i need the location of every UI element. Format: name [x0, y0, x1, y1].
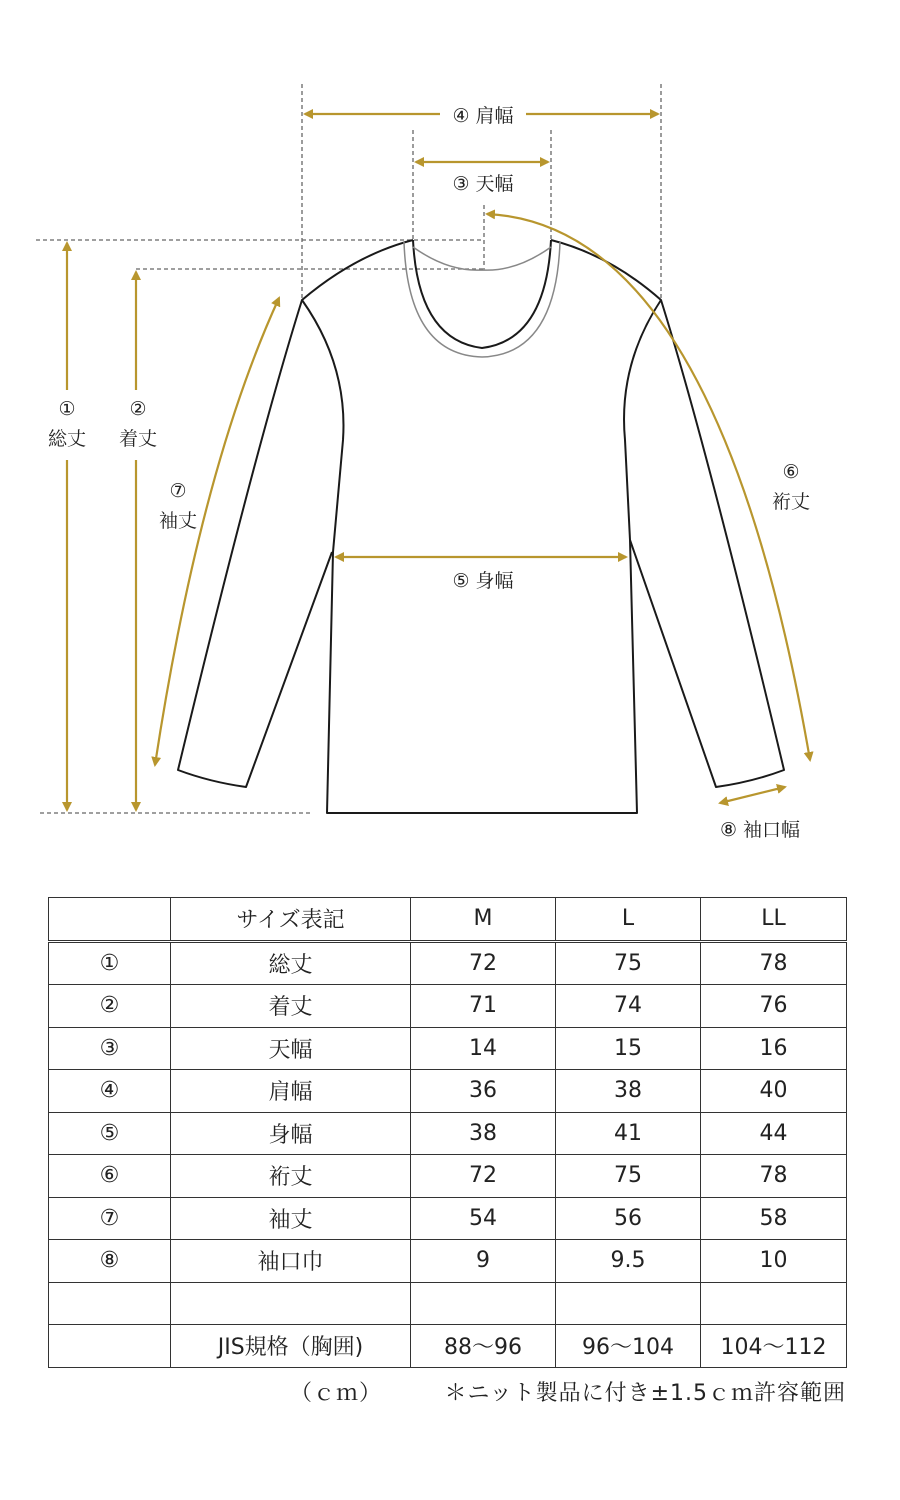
- table-cell: ④: [49, 1070, 171, 1113]
- table-cell: 着丈: [171, 985, 411, 1028]
- table-row: [49, 985, 847, 1028]
- size-table: [48, 897, 847, 1368]
- table-cell: 袖丈: [171, 1197, 411, 1240]
- table-row: [49, 1240, 847, 1283]
- table-cell: 96〜104: [556, 1325, 701, 1368]
- label-sleeve-length-name: 袖丈: [158, 510, 198, 532]
- table-cell: ③: [49, 1027, 171, 1070]
- table-cell: 58: [701, 1197, 847, 1240]
- table-row: [49, 1070, 847, 1113]
- label-sleeve-from-neck-num: ⑥: [782, 461, 800, 483]
- table-header-cell: [49, 898, 171, 942]
- table-cell: 15: [556, 1027, 701, 1070]
- unit-note: （ｃｍ）: [290, 1381, 383, 1406]
- table-cell: ⑦: [49, 1197, 171, 1240]
- table-cell: 14: [411, 1027, 556, 1070]
- table-cell: 41: [556, 1112, 701, 1155]
- table-row: [49, 1112, 847, 1155]
- table-cell: 40: [701, 1070, 847, 1113]
- table-cell: ⑧: [49, 1240, 171, 1283]
- table-cell: ⑤: [49, 1112, 171, 1155]
- table-cell: 9: [411, 1240, 556, 1283]
- table-cell: 104〜112: [701, 1325, 847, 1368]
- label-neck-width: ③ 天幅: [452, 173, 514, 195]
- table-cell: 総丈: [171, 941, 411, 985]
- table-cell: 38: [556, 1070, 701, 1113]
- table-header-cell: サイズ表記: [171, 898, 411, 942]
- label-total-length-num: ①: [58, 398, 76, 420]
- table-cell: 72: [411, 941, 556, 985]
- table-cell: ⑥: [49, 1155, 171, 1198]
- table-cell: 78: [701, 941, 847, 985]
- neck-inner-line: [404, 242, 560, 357]
- table-cell: 9.5: [556, 1240, 701, 1283]
- label-chest-width: ⑤ 身幅: [452, 570, 514, 592]
- table-cell: 72: [411, 1155, 556, 1198]
- table-cell: [49, 1325, 171, 1368]
- table-header-cell: L: [556, 898, 701, 942]
- table-row: [49, 1282, 847, 1325]
- label-sleeve-length-num: ⑦: [169, 480, 187, 502]
- label-cuff-width: ⑧ 袖口幅: [719, 819, 801, 841]
- label-shoulder-width: ④ 肩幅: [452, 105, 514, 127]
- table-cell: 裄丈: [171, 1155, 411, 1198]
- table-cell: 74: [556, 985, 701, 1028]
- label-sleeve-from-neck-name: 裄丈: [771, 491, 811, 513]
- table-cell: 75: [556, 941, 701, 985]
- table-cell: JIS規格（胸囲): [171, 1325, 411, 1368]
- table-cell: 肩幅: [171, 1070, 411, 1113]
- table-cell: 16: [701, 1027, 847, 1070]
- table-cell: [556, 1282, 701, 1325]
- tolerance-note: ＊ニット製品に付き±1.5ｃｍ許容範囲: [444, 1381, 846, 1406]
- footnote: [290, 1376, 846, 1407]
- table-row: [49, 1325, 847, 1368]
- table-cell: 54: [411, 1197, 556, 1240]
- arrow-cuff-width: [720, 787, 785, 803]
- table-cell: 袖口巾: [171, 1240, 411, 1283]
- table-cell: 44: [701, 1112, 847, 1155]
- table-cell: 75: [556, 1155, 701, 1198]
- measurement-arrows: [67, 114, 810, 810]
- table-row: [49, 941, 847, 985]
- table-cell: 56: [556, 1197, 701, 1240]
- table-cell: ①: [49, 941, 171, 985]
- table-header-row: [49, 898, 847, 942]
- label-body-length-num: ②: [129, 398, 147, 420]
- table-cell: 身幅: [171, 1112, 411, 1155]
- table-header-cell: M: [411, 898, 556, 942]
- table-row: [49, 1155, 847, 1198]
- table-cell: 天幅: [171, 1027, 411, 1070]
- table-cell: [701, 1282, 847, 1325]
- table-row: [49, 1197, 847, 1240]
- table-cell: 10: [701, 1240, 847, 1283]
- table-cell: 71: [411, 985, 556, 1028]
- table-row: [49, 1027, 847, 1070]
- table-cell: 36: [411, 1070, 556, 1113]
- table-cell: [49, 1282, 171, 1325]
- table-cell: [171, 1282, 411, 1325]
- label-total-length-name: 総丈: [47, 428, 87, 450]
- table-cell: 78: [701, 1155, 847, 1198]
- table-cell: [411, 1282, 556, 1325]
- label-body-length-name: 着丈: [118, 428, 158, 450]
- shirt-outline: [178, 240, 784, 813]
- table-cell: 76: [701, 985, 847, 1028]
- table-cell: 88〜96: [411, 1325, 556, 1368]
- table-header-cell: LL: [701, 898, 847, 942]
- table-cell: 38: [411, 1112, 556, 1155]
- table-cell: ②: [49, 985, 171, 1028]
